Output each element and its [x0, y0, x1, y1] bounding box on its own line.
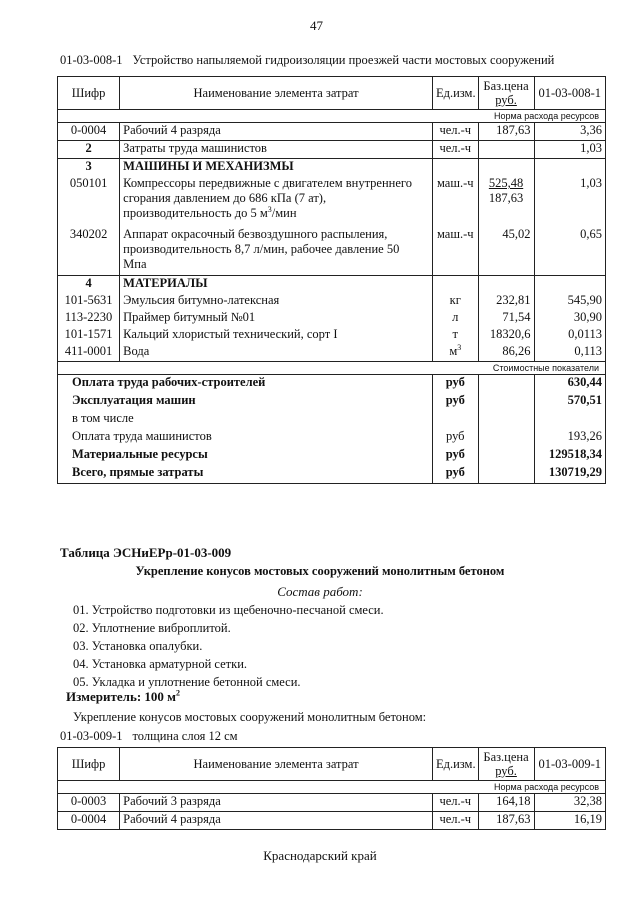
group-heading: 3 МАШИНЫ И МЕХАНИЗМЫ — [58, 159, 606, 177]
cost-label: Стоимостные показатели — [58, 362, 606, 375]
group-heading: 4 МАТЕРИАЛЫ — [58, 276, 606, 294]
table-row: 050101 Компрессоры передвижные с двигателем внутреннего сгорания давлением до 686 кПа (7 ат), производительность до 5 $м^3$/мин маш.-ч 525,48 187,63 1,03 — [58, 176, 606, 227]
table-title: Таблица ЭСНиЕРр-01-03-009 — [60, 545, 232, 560]
section-title: Устройство напыляемой гидроизоляции проезжей части мостовых сооружений — [132, 53, 555, 67]
work-item: 01. Устройство подготовки из щебеночно-песчаной смеси. — [73, 603, 384, 617]
table-row: 101-5631 Эмульсия битумно-латексная кг 232,81 545,90 — [58, 293, 606, 310]
footer-region: Краснодарский край — [263, 848, 377, 863]
summary-row: Эксплуатация машин руб 570,51 — [58, 393, 606, 411]
section-code: 01-03-008-1 — [60, 53, 123, 67]
norm-label: Норма расхода ресурсов — [58, 110, 606, 123]
header-norm: 01-03-008-1 — [534, 77, 606, 110]
header-code: Шифр — [58, 748, 120, 781]
variant — [60, 729, 238, 744]
page-number: 47 — [310, 18, 323, 33]
summary-row: Оплата труда машинистов руб 193,26 — [58, 429, 606, 447]
summary-row: в том числе — [58, 411, 606, 429]
summary-row: Всего, прямые затраты руб 130719,29 — [58, 465, 606, 484]
work-item: 02. Уплотнение виброплитой. — [73, 621, 231, 635]
work-item: 04. Установка арматурной сетки. — [73, 657, 248, 671]
variant-code: 01-03-009-1 — [60, 729, 123, 743]
header-unit: Ед.изм. — [432, 77, 478, 110]
header-price: Баз.цена руб. — [478, 748, 534, 781]
summary-row: Материальные ресурсы руб 129518,34 — [58, 447, 606, 465]
table-row: 2 Затраты труда машинистов чел.-ч 1,03 — [58, 141, 606, 159]
norm-label: Норма расхода ресурсов — [58, 781, 606, 794]
header-unit: Ед.изм. — [432, 748, 478, 781]
description: Укрепление конусов мостовых сооружений монолитным бетоном: — [73, 710, 427, 724]
table-row: 0-0003 Рабочий 3 разряда чел.-ч 164,18 32,38 — [58, 794, 606, 812]
variant-text: толщина слоя 12 см — [132, 729, 238, 743]
work-item: 05. Укладка и уплотнение бетонной смеси. — [73, 675, 301, 689]
measurer: Измеритель: 100 $м^2$ — [66, 688, 181, 704]
table-row: 0-0004 Рабочий 4 разряда чел.-ч 187,63 3,36 — [58, 123, 606, 141]
table-row: 411-0001 Вода $м^3$ 86,26 0,113 — [58, 344, 606, 362]
table-row: 340202 Аппарат окрасочный безвоздушного распыления, производительность 8,7 л/мин, рабочее давление 50 Мпа маш.-ч 45,02 0,65 — [58, 227, 606, 276]
header-price: Баз.цена руб. — [478, 77, 534, 110]
work-item: 03. Установка опалубки. — [73, 639, 203, 653]
table-row: 101-1571 Кальций хлористый технический, сорт I т 18320,6 0,0113 — [58, 327, 606, 344]
resource-table-008 — [57, 76, 606, 484]
header-name: Наименование элемента затрат — [120, 77, 433, 110]
header-code: Шифр — [58, 77, 120, 110]
composition-heading: Состав работ: — [277, 584, 363, 599]
table-subtitle: Укрепление конусов мостовых сооружений монолитным бетоном — [135, 564, 505, 578]
header-name: Наименование элемента затрат — [120, 748, 433, 781]
table-row: 113-2230 Праймер битумный №01 л 71,54 30,90 — [58, 310, 606, 327]
section-heading — [60, 53, 554, 68]
resource-table-009 — [57, 747, 606, 830]
summary-row: Оплата труда рабочих-строителей руб 630,44 — [58, 375, 606, 394]
table-row: 0-0004 Рабочий 4 разряда чел.-ч 187,63 16,19 — [58, 812, 606, 830]
header-norm: 01-03-009-1 — [534, 748, 606, 781]
